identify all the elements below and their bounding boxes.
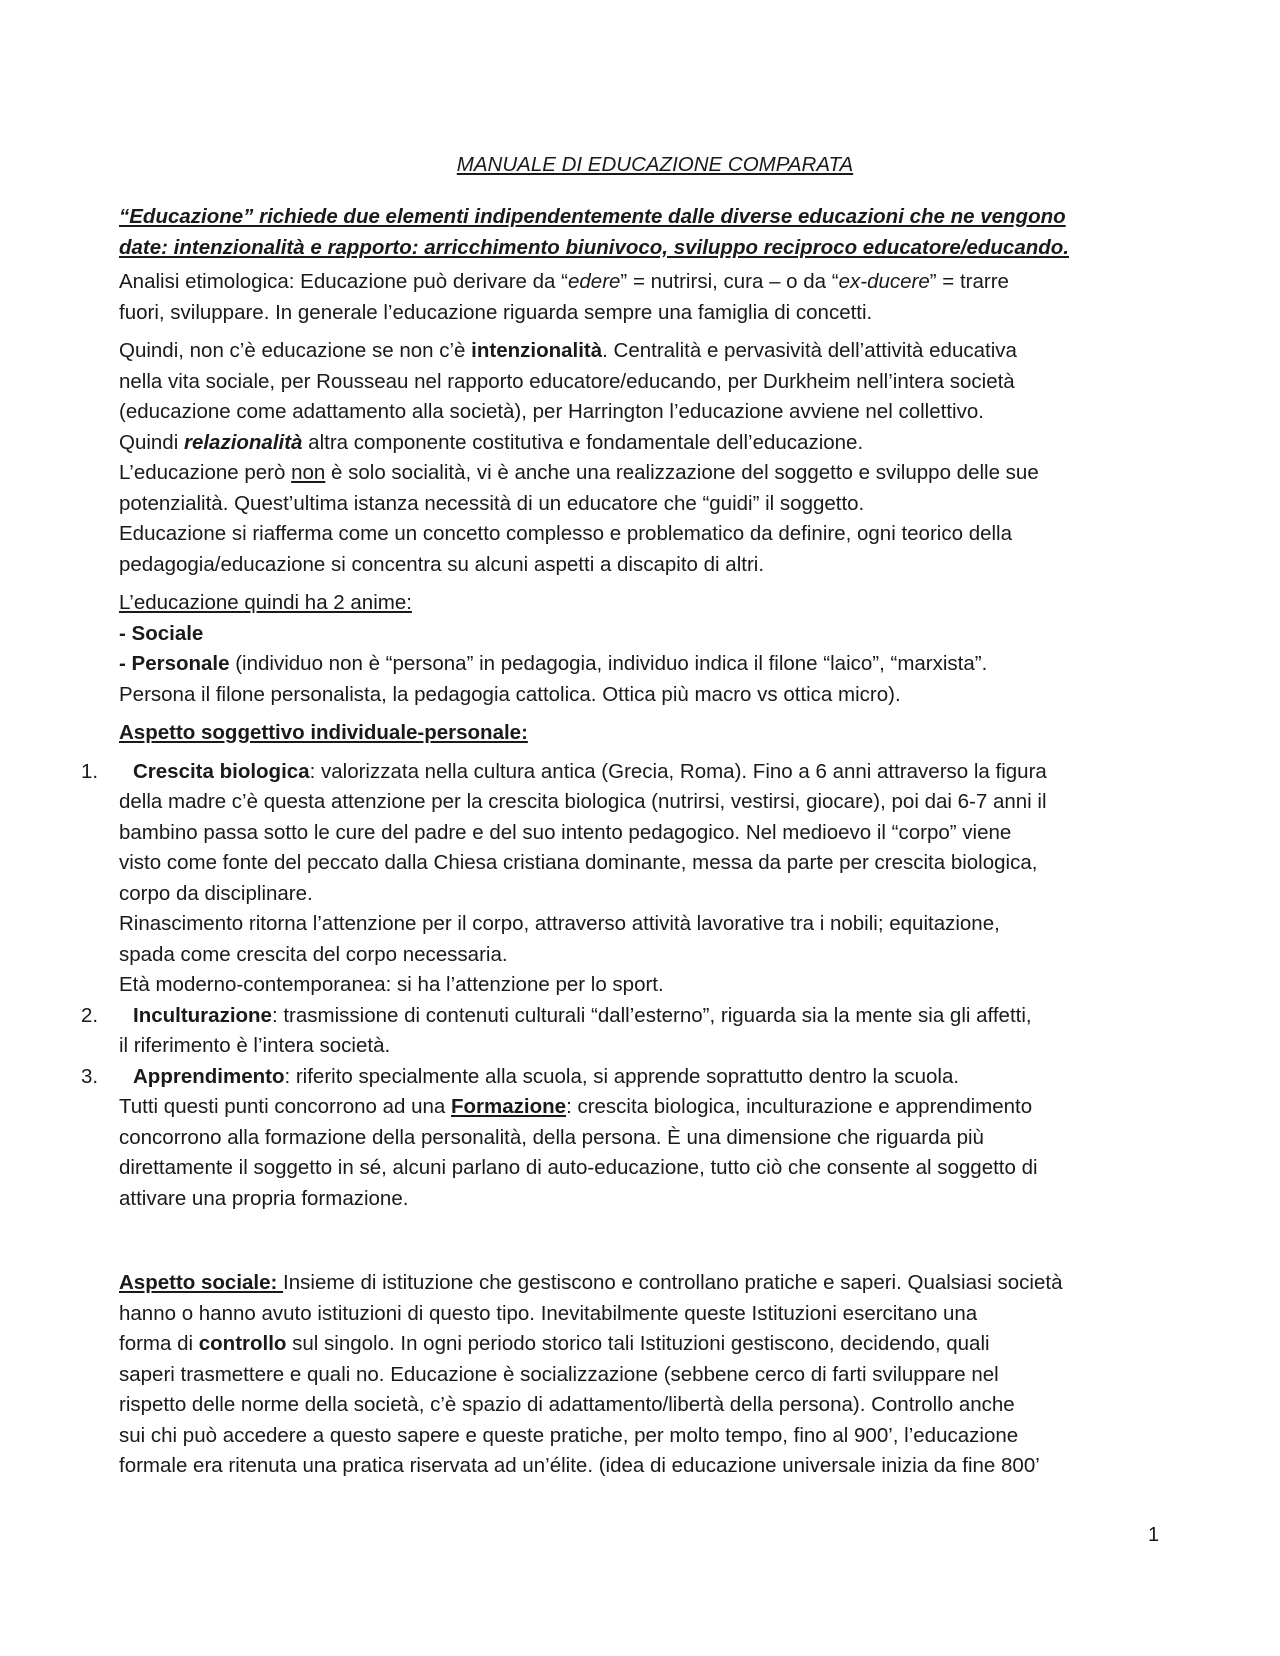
text-line: Analisi etimologica: Educazione può derivare da “edere” = nutrirsi, cura – o da “ex-ducere” = trarre	[119, 270, 1009, 293]
term-non: non	[291, 461, 326, 484]
term-edere: edere	[567, 270, 621, 293]
list-item: 1. Crescita biologica: valorizzata nella cultura antica (Grecia, Roma). Fino a 6 anni attraverso la figura della madre c’è questa attenzione per la crescita biologica (nutrirsi, vestirsi, giocare), poi dai 6-7 anni il bambino passa sotto le cure del padre e del suo intento pedagogico. Nel medioevo il “corpo” viene visto come fonte del peccato dalla Chiesa cristiana dominante, messa da parte per crescita biologica, corpo da disciplinare. Rinascimento ritorna l’attenzione per il corpo, attraverso attività lavorative tra i nobili; equitazione, spada come crescita del corpo necessaria. Età moderno-contemporanea: si ha l’attenzione per lo sport.	[119, 757, 1171, 1001]
text-line: Quindi, non c’è educazione se non c’è intenzionalità. Centralità e pervasività dell’attività educativa	[119, 339, 1017, 362]
subjective-list	[81, 757, 1171, 1093]
term-controllo: controllo	[198, 1332, 287, 1355]
item-label: Inculturazione	[133, 1003, 272, 1027]
soul-social: - Sociale	[119, 621, 204, 645]
subjective-heading: Aspetto soggettivo individuale-personale:	[119, 721, 528, 744]
subjective-section	[81, 718, 1171, 1214]
list-item: 2. Inculturazione: trasmissione di contenuti culturali “dall’esterno”, riguarda sia la mente sia gli affetti, il riferimento è l’intera società.	[119, 1001, 1171, 1062]
text-line: Educazione si riafferma come un concetto complesso e problematico da definire, ogni teorico della	[119, 522, 1013, 545]
term-formazione: Formazione	[451, 1095, 567, 1118]
headline-line: “Educazione” richiede due elementi indipendentemente dalle diverse educazioni che ne vengono	[119, 205, 1066, 228]
list-item: 3. Apprendimento: riferito specialmente alla scuola, si apprende soprattutto dentro la scuola.	[119, 1062, 1171, 1093]
list-number: 1.	[81, 759, 99, 783]
list-number: 2.	[81, 1003, 99, 1027]
social-aspect-paragraph: Aspetto sociale: Insieme di istituzione che gestiscono e controllano pratiche e saperi. Qualsiasi società hanno o hanno avuto istituzioni di questo tipo. Inevitabilmente queste Istituzioni esercitano una forma di controllo sul singolo. In ogni periodo storico tali Istituzioni gestiscono, decidendo, quali saperi trasmettere e quali no. Educazione è socializzazione (sebbene cerco di farti sviluppare nel rispetto delle norme della società, c’è spazio di adattamento/libertà della persona). Controllo anche sui chi può accedere a questo sapere e queste pratiche, per molto tempo, fino al 900’, l’educazione formale era ritenuta una pratica riservata ad un’élite. (idea di educazione universale inizia da fine 800’	[119, 1271, 1063, 1477]
page-content	[81, 150, 1171, 1490]
etymology-paragraph	[119, 267, 1171, 328]
headline-line: date: intenzionalità e rapporto: arricchimento biunivoco, sviluppo reciproco educatore/educando.	[119, 235, 1069, 259]
text-line: potenzialità. Quest’ultima istanza necessità di un educatore che “guidi” il soggetto.	[119, 491, 865, 515]
text-line: L’educazione però non è solo socialità, vi è anche una realizzazione del soggetto e sviluppo delle sue	[119, 461, 1039, 484]
text-line: Persona il filone personalista, la pedagogia cattolica. Ottica più macro vs ottica micro).	[119, 682, 901, 706]
social-aspect-heading: Aspetto sociale:	[119, 1271, 284, 1294]
item-label: Apprendimento	[133, 1064, 285, 1088]
text-line: Quindi relazionalità altra componente costitutiva e fondamentale dell’educazione.	[119, 430, 864, 454]
list-number: 3.	[81, 1064, 99, 1088]
text-line: pedagogia/educazione si concentra su alcuni aspetti a discapito di altri.	[119, 552, 765, 576]
two-souls-paragraph	[119, 588, 1171, 710]
text-line: (educazione come adattamento alla società), per Harrington l’educazione avviene nel collettivo.	[119, 400, 984, 423]
item-label: Crescita biologica	[133, 759, 310, 783]
term-intenzionalita: intenzionalità	[471, 339, 603, 362]
spacer	[119, 1222, 1171, 1268]
term-ex-ducere: ex-ducere	[838, 270, 930, 293]
intentionality-paragraph	[119, 336, 1171, 580]
formation-paragraph: Tutti questi punti concorrono ad una Formazione: crescita biologica, inculturazione e apprendimento concorrono alla formazione della personalità, della persona. È una dimensione che riguarda più direttamente il soggetto in sé, alcuni parlano di auto-educazione, tutto ciò che consente al soggetto di attivare una propria formazione.	[119, 1095, 1038, 1210]
definition-headline	[119, 202, 1171, 263]
text-line: nella vita sociale, per Rousseau nel rapporto educatore/educando, per Durkheim nell’intera società	[119, 369, 1015, 393]
text-line: fuori, sviluppare. In generale l’educazione riguarda sempre una famiglia di concetti.	[119, 300, 873, 324]
page-number: 1	[1148, 1524, 1160, 1546]
two-souls-heading: L’educazione quindi ha 2 anime:	[119, 591, 412, 614]
document-title: MANUALE DI EDUCAZIONE COMPARATA	[456, 153, 854, 176]
term-relazionalita: relazionalità	[183, 430, 303, 454]
soul-personal: - Personale (individuo non è “persona” in pedagogia, individuo indica il filone “laico”, “marxista”.	[119, 652, 988, 675]
